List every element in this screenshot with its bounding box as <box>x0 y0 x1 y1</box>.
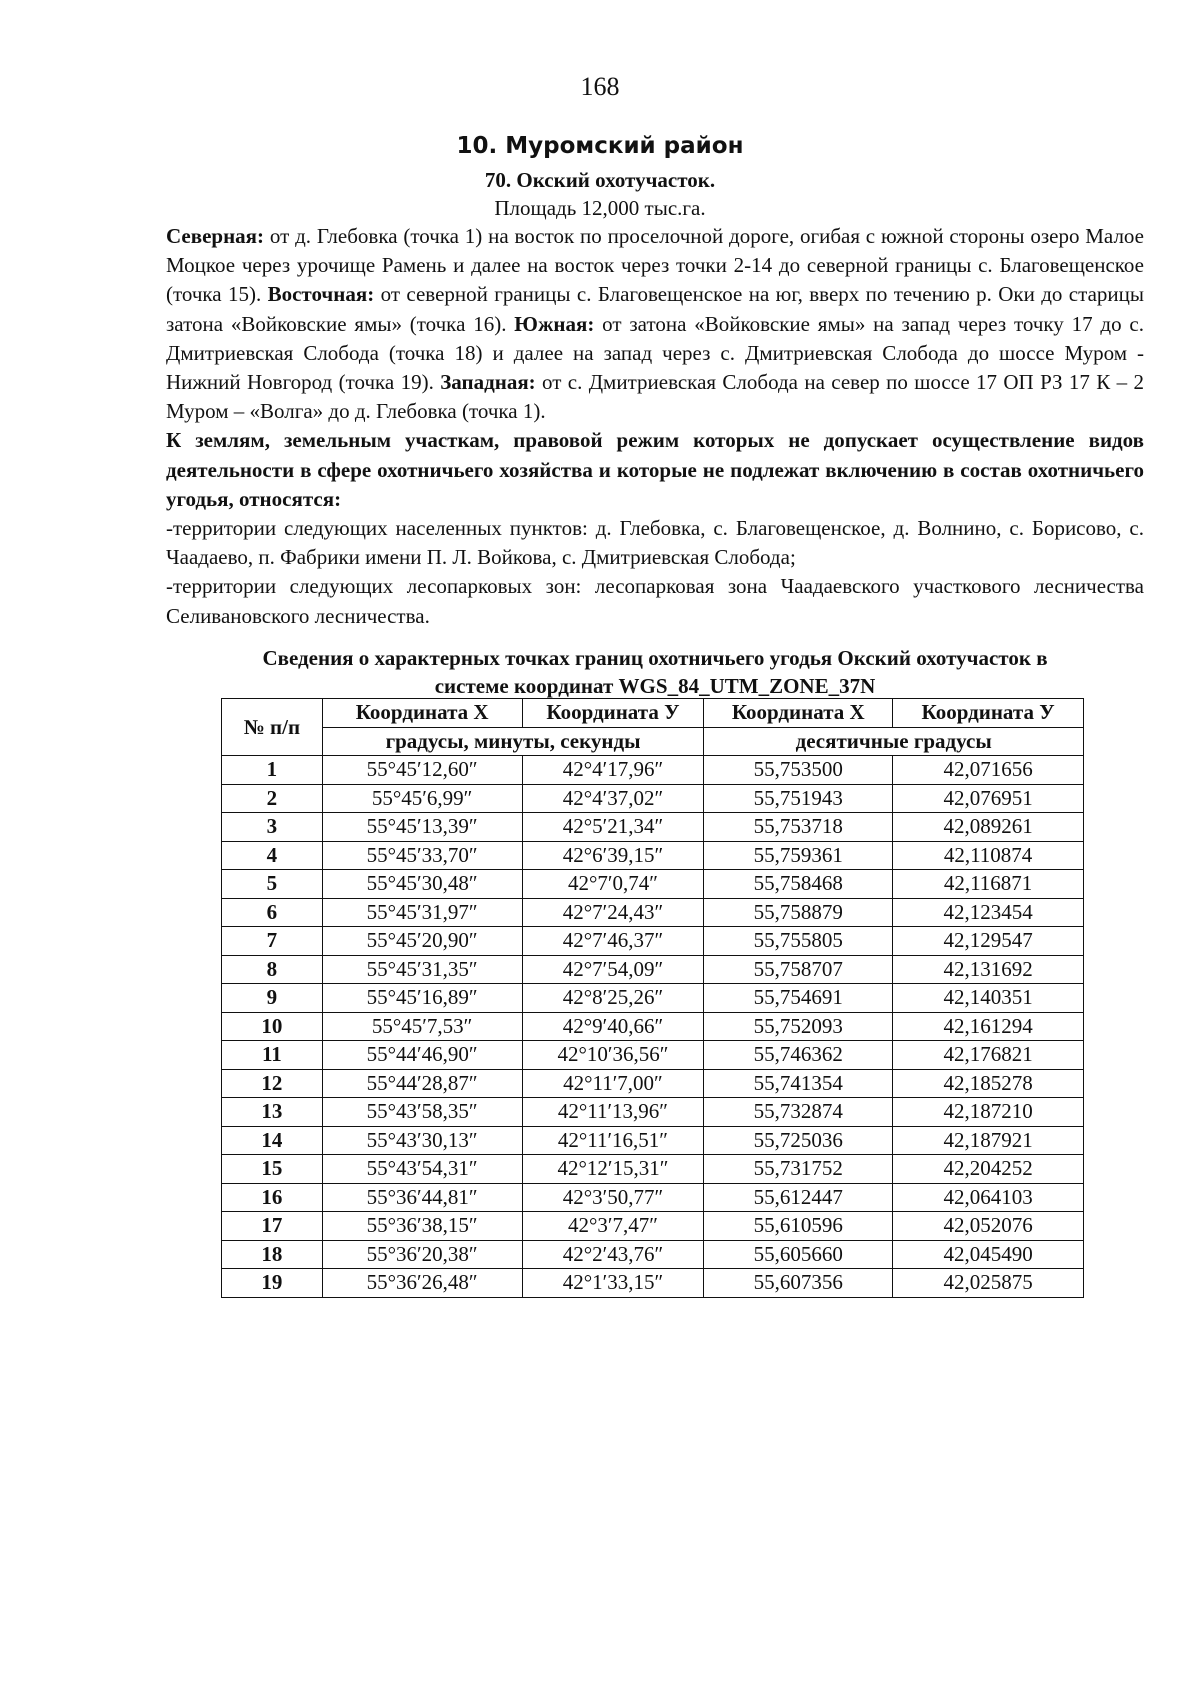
point-number: 16 <box>222 1183 323 1212</box>
north-border-label: Северная: <box>166 224 265 248</box>
coord-y-decimal: 42,110874 <box>893 841 1084 870</box>
point-number: 8 <box>222 955 323 984</box>
exclusions-heading: К землям, земельным участкам, правовой режим которых не допускает осуществление видов деятельности в сфере охотничьего хозяйства и которые не подлежат включению в состав охотничьего угодья, относятся: <box>166 428 1144 511</box>
header-coord-y-dms: Координата У <box>522 699 704 728</box>
coord-x-dms: 55°36′44,81″ <box>322 1183 522 1212</box>
coord-y-decimal: 42,187921 <box>893 1126 1084 1155</box>
coord-x-dms: 55°36′38,15″ <box>322 1212 522 1241</box>
west-border-text: от с. Дмитриевская Слобода на север по шоссе 17 ОП РЗ 17 К – 2 Муром – «Волга» до д. Глебовка (точка 1). <box>166 370 1144 424</box>
exclusion-item-settlements: -территории следующих населенных пунктов: д. Глебовка, с. Благовещенское, д. Волнино, с. Борисово, с. Чаадаево, п. Фабрики имени П. Л. Войкова, с. Дмитриевская Слобода; <box>166 516 1144 570</box>
coord-x-dms: 55°45′12,60″ <box>322 756 522 785</box>
coord-y-dms: 42°11′7,00″ <box>522 1069 704 1098</box>
point-number: 2 <box>222 784 323 813</box>
coord-x-decimal: 55,753718 <box>704 813 893 842</box>
coord-x-decimal: 55,610596 <box>704 1212 893 1241</box>
coord-y-dms: 42°1′33,15″ <box>522 1269 704 1298</box>
point-number: 6 <box>222 898 323 927</box>
point-number: 11 <box>222 1041 323 1070</box>
point-number: 5 <box>222 870 323 899</box>
coord-y-dms: 42°7′0,74″ <box>522 870 704 899</box>
coord-x-decimal: 55,725036 <box>704 1126 893 1155</box>
plot-area: Площадь 12,000 тыс.га. <box>494 196 706 220</box>
coord-y-decimal: 42,185278 <box>893 1069 1084 1098</box>
coord-y-decimal: 42,076951 <box>893 784 1084 813</box>
coord-x-dms: 55°45′13,39″ <box>322 813 522 842</box>
coord-y-dms: 42°3′7,47″ <box>522 1212 704 1241</box>
coord-y-decimal: 42,176821 <box>893 1041 1084 1070</box>
coord-y-decimal: 42,045490 <box>893 1240 1084 1269</box>
point-number: 3 <box>222 813 323 842</box>
north-border-text: от д. Глебовка (точка 1) на восток по проселочной дороге, огибая с южной стороны озеро Малое Моцкое через урочище Рамень и далее на восток через точки 2-14 до северной границы с. Благовещенское (точка 15). <box>166 224 1144 307</box>
table-row <box>222 1240 1084 1269</box>
east-border-text: от северной границы с. Благовещенское на юг, вверх по течению р. Оки до старицы затона «Войковские ямы» (точка 16). <box>166 282 1144 336</box>
coord-y-dms: 42°7′46,37″ <box>522 927 704 956</box>
coord-x-decimal: 55,741354 <box>704 1069 893 1098</box>
coord-x-dms: 55°45′31,35″ <box>322 955 522 984</box>
coord-x-decimal: 55,746362 <box>704 1041 893 1070</box>
coord-y-dms: 42°9′40,66″ <box>522 1012 704 1041</box>
coord-y-decimal: 42,123454 <box>893 898 1084 927</box>
coord-x-dms: 55°45′6,99″ <box>322 784 522 813</box>
coord-y-dms: 42°10′36,56″ <box>522 1041 704 1070</box>
coord-x-decimal: 55,758707 <box>704 955 893 984</box>
table-row <box>222 1126 1084 1155</box>
page-number: 168 <box>580 72 620 101</box>
header-coord-y-decimal: Координата У <box>893 699 1084 728</box>
coord-x-dms: 55°45′20,90″ <box>322 927 522 956</box>
coord-x-dms: 55°45′16,89″ <box>322 984 522 1013</box>
coord-y-decimal: 42,089261 <box>893 813 1084 842</box>
coord-x-dms: 55°36′20,38″ <box>322 1240 522 1269</box>
coord-y-dms: 42°4′37,02″ <box>522 784 704 813</box>
coord-y-dms: 42°2′43,76″ <box>522 1240 704 1269</box>
coord-y-decimal: 42,116871 <box>893 870 1084 899</box>
exclusion-item-forest-parks: -территории следующих лесопарковых зон: лесопарковая зона Чаадаевского участкового лесничества Селивановского лесничества. <box>166 574 1144 628</box>
coord-x-decimal: 55,731752 <box>704 1155 893 1184</box>
coord-y-dms: 42°5′21,34″ <box>522 813 704 842</box>
coord-y-decimal: 42,071656 <box>893 756 1084 785</box>
table-row <box>222 870 1084 899</box>
coord-y-dms: 42°8′25,26″ <box>522 984 704 1013</box>
coord-y-decimal: 42,131692 <box>893 955 1084 984</box>
point-number: 1 <box>222 756 323 785</box>
table-row <box>222 784 1084 813</box>
coord-x-dms: 55°45′33,70″ <box>322 841 522 870</box>
coord-y-decimal: 42,140351 <box>893 984 1084 1013</box>
coord-y-decimal: 42,187210 <box>893 1098 1084 1127</box>
coord-x-dms: 55°36′26,48″ <box>322 1269 522 1298</box>
east-border-label: Восточная: <box>267 282 375 307</box>
point-number: 9 <box>222 984 323 1013</box>
coord-x-decimal: 55,605660 <box>704 1240 893 1269</box>
coord-x-dms: 55°45′7,53″ <box>322 1012 522 1041</box>
coord-x-dms: 55°43′54,31″ <box>322 1155 522 1184</box>
document-body <box>166 222 1144 631</box>
table-row <box>222 955 1084 984</box>
table-row <box>222 1183 1084 1212</box>
coord-y-dms: 42°7′24,43″ <box>522 898 704 927</box>
coord-y-decimal: 42,025875 <box>893 1269 1084 1298</box>
coord-x-decimal: 55,758879 <box>704 898 893 927</box>
table-caption <box>160 644 1150 700</box>
table-row <box>222 1012 1084 1041</box>
point-number: 14 <box>222 1126 323 1155</box>
coord-x-decimal: 55,612447 <box>704 1183 893 1212</box>
table-caption-line-2: системе координат WGS_84_UTM_ZONE_37N <box>434 674 876 698</box>
south-border-label: Южная: <box>514 311 595 336</box>
table-caption-line-1: Сведения о характерных точках границ охотничьего угодья Окский охотучасток в <box>262 646 1048 670</box>
coord-y-decimal: 42,129547 <box>893 927 1084 956</box>
coord-x-decimal: 55,751943 <box>704 784 893 813</box>
coord-x-decimal: 55,753500 <box>704 756 893 785</box>
point-number: 13 <box>222 1098 323 1127</box>
coord-y-dms: 42°11′16,51″ <box>522 1126 704 1155</box>
south-border-text: от затона «Войковские ямы» на запад через точку 17 до с. Дмитриевская Слобода (точка 18) и далее на запад через с. Дмитриевская Слобода до шоссе Муром - Нижний Новгород (точка 19). <box>166 311 1144 395</box>
point-number: 19 <box>222 1269 323 1298</box>
point-number: 10 <box>222 1012 323 1041</box>
table-row <box>222 756 1084 785</box>
coord-y-dms: 42°11′13,96″ <box>522 1098 704 1127</box>
header-coord-x-dms: Координата X <box>322 699 522 728</box>
table-row <box>222 1155 1084 1184</box>
coord-y-decimal: 42,204252 <box>893 1155 1084 1184</box>
table-row <box>222 813 1084 842</box>
subheader-dms: градусы, минуты, секунды <box>322 727 704 756</box>
coord-y-dms: 42°7′54,09″ <box>522 955 704 984</box>
coord-x-decimal: 55,759361 <box>704 841 893 870</box>
point-number: 15 <box>222 1155 323 1184</box>
subheader-decimal: десятичные градусы <box>704 727 1084 756</box>
header-number: № п/п <box>222 699 323 756</box>
coord-x-decimal: 55,607356 <box>704 1269 893 1298</box>
coord-x-decimal: 55,754691 <box>704 984 893 1013</box>
coord-y-dms: 42°4′17,96″ <box>522 756 704 785</box>
coord-x-dms: 55°44′28,87″ <box>322 1069 522 1098</box>
point-number: 12 <box>222 1069 323 1098</box>
coord-y-dms: 42°3′50,77″ <box>522 1183 704 1212</box>
coord-x-decimal: 55,758468 <box>704 870 893 899</box>
coordinates-table <box>221 698 1084 1298</box>
hunting-plot-title: 70. Окский охотучасток. <box>484 168 716 192</box>
borders-paragraph <box>166 222 1144 426</box>
coord-y-decimal: 42,064103 <box>893 1183 1084 1212</box>
header-coord-x-decimal: Координата X <box>704 699 893 728</box>
coord-y-dms: 42°12′15,31″ <box>522 1155 704 1184</box>
coord-y-dms: 42°6′39,15″ <box>522 841 704 870</box>
coord-x-dms: 55°43′58,35″ <box>322 1098 522 1127</box>
coord-x-dms: 55°43′30,13″ <box>322 1126 522 1155</box>
point-number: 17 <box>222 1212 323 1241</box>
coord-x-decimal: 55,752093 <box>704 1012 893 1041</box>
table-row <box>222 984 1084 1013</box>
coord-x-dms: 55°45′30,48″ <box>322 870 522 899</box>
table-row <box>222 1269 1084 1298</box>
coord-x-decimal: 55,755805 <box>704 927 893 956</box>
point-number: 7 <box>222 927 323 956</box>
table-row <box>222 1041 1084 1070</box>
coordinates-table-body <box>222 756 1084 1298</box>
west-border-label: Западная: <box>440 370 536 395</box>
coord-x-decimal: 55,732874 <box>704 1098 893 1127</box>
table-row <box>222 1212 1084 1241</box>
table-row <box>222 1098 1084 1127</box>
point-number: 4 <box>222 841 323 870</box>
point-number: 18 <box>222 1240 323 1269</box>
table-row <box>222 927 1084 956</box>
coord-x-dms: 55°44′46,90″ <box>322 1041 522 1070</box>
district-title: 10. Муромский район <box>456 133 744 159</box>
table-row <box>222 1069 1084 1098</box>
coord-y-decimal: 42,161294 <box>893 1012 1084 1041</box>
table-row <box>222 898 1084 927</box>
coord-y-decimal: 42,052076 <box>893 1212 1084 1241</box>
coord-x-dms: 55°45′31,97″ <box>322 898 522 927</box>
table-row <box>222 841 1084 870</box>
